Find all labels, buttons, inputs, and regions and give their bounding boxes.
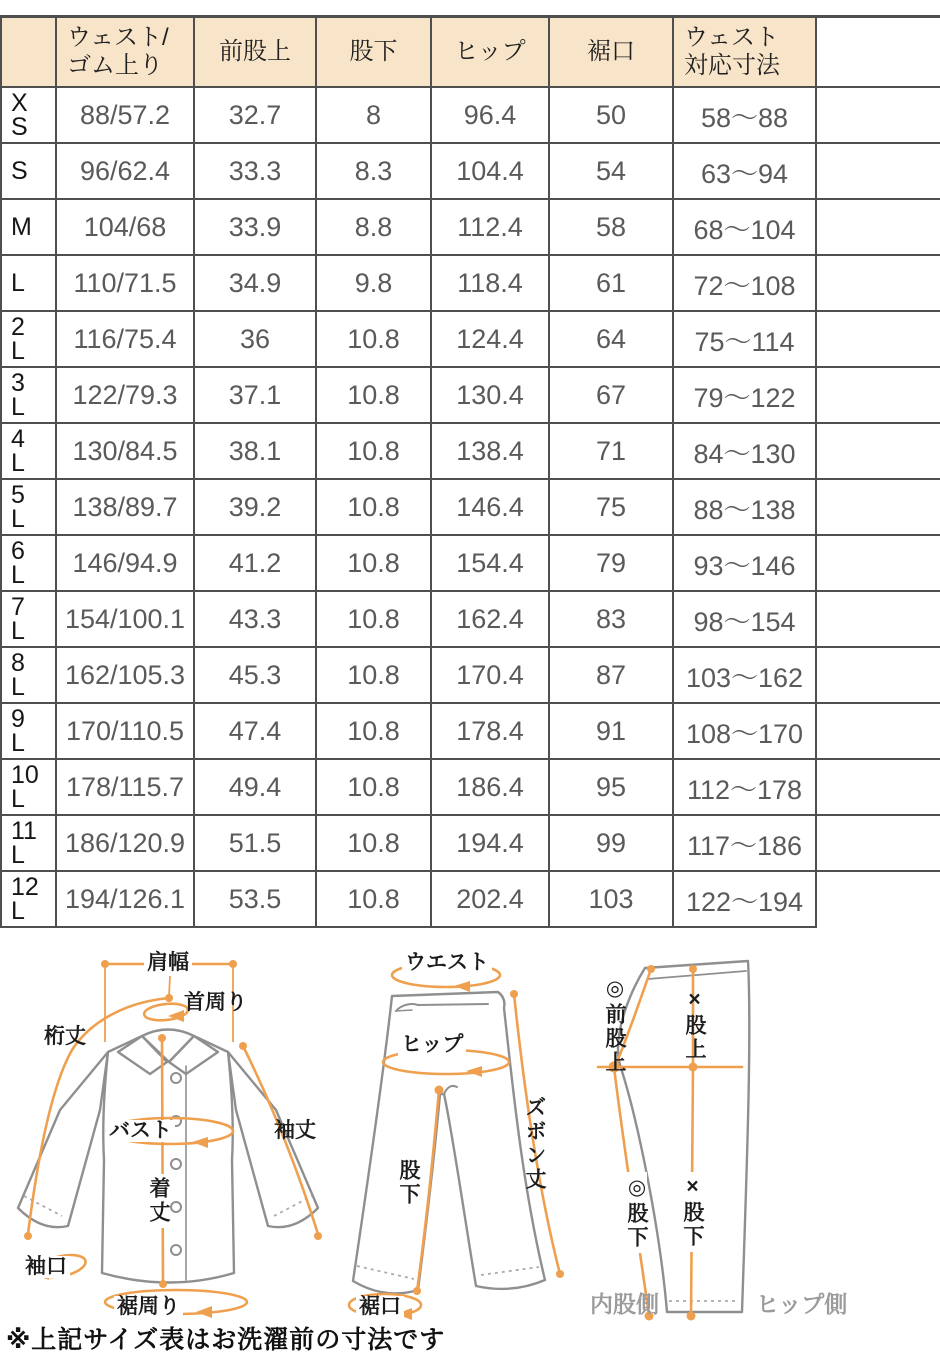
measurement-cell: 130/84.5 <box>56 423 194 479</box>
measurement-cell: 8.8 <box>316 199 431 255</box>
measurement-cell: 87 <box>549 647 673 703</box>
table-row <box>1 199 940 255</box>
measurement-cell: 122〜194 <box>673 871 816 927</box>
table-row <box>1 815 940 871</box>
measurement-cell: 96.4 <box>431 87 549 143</box>
measurement-cell: 72〜108 <box>673 255 816 311</box>
measurement-cell: 112〜178 <box>673 759 816 815</box>
table-row <box>1 367 940 423</box>
measurement-cell: 10.8 <box>316 815 431 871</box>
size-label: 2 L <box>1 311 56 367</box>
measurement-cell: 10.8 <box>316 591 431 647</box>
measurement-cell: 194.4 <box>431 815 549 871</box>
size-label: 6 L <box>1 535 56 591</box>
measurement-cell: 10.8 <box>316 871 431 927</box>
body-length-line <box>162 1038 163 1284</box>
size-table-body <box>1 87 940 927</box>
measurement-cell: 178/115.7 <box>56 759 194 815</box>
measurement-cell: 116/75.4 <box>56 311 194 367</box>
neck-girth-label: 首周り <box>184 991 247 1014</box>
inseam-inner-label: ◎股下 <box>626 1172 647 1253</box>
measurement-cell: 88/57.2 <box>56 87 194 143</box>
measurement-cell: 99 <box>549 815 673 871</box>
measurement-cell: 34.9 <box>194 255 316 311</box>
measurement-cell: 75 <box>549 479 673 535</box>
empty-cell <box>816 703 940 759</box>
empty-header-cell <box>816 17 940 88</box>
measurement-cell: 67 <box>549 367 673 423</box>
measurement-cell: 8.3 <box>316 143 431 199</box>
table-row <box>1 423 940 479</box>
bust-label: バスト <box>106 1120 175 1142</box>
measurement-cell: 50 <box>549 87 673 143</box>
measurement-cell: 32.7 <box>194 87 316 143</box>
measurement-cell: 186/120.9 <box>56 815 194 871</box>
measurement-cell: 36 <box>194 311 316 367</box>
column-header: 股下 <box>316 17 431 88</box>
measurement-cell: 49.4 <box>194 759 316 815</box>
measurement-cell: 98〜154 <box>673 591 816 647</box>
size-label: M <box>1 199 56 255</box>
size-label: L <box>1 255 56 311</box>
empty-cell <box>816 423 940 479</box>
measurement-cell: 33.3 <box>194 143 316 199</box>
table-row <box>1 591 940 647</box>
size-label: 12 L <box>1 871 56 927</box>
measurement-cell: 170/110.5 <box>56 703 194 759</box>
measurement-cell: 146/94.9 <box>56 535 194 591</box>
hem-girth-label: 裾周り <box>114 1296 183 1318</box>
size-label: 4 L <box>1 423 56 479</box>
measurement-cell: 10.8 <box>316 479 431 535</box>
measurement-cell: 170.4 <box>431 647 549 703</box>
measurement-cell: 146.4 <box>431 479 549 535</box>
measurement-cell: 64 <box>549 311 673 367</box>
measurement-cell: 194/126.1 <box>56 871 194 927</box>
measurement-cell: 38.1 <box>194 423 316 479</box>
inseam-label: 股下 <box>398 1156 419 1210</box>
column-header: ウェスト/ ゴム上り <box>56 17 194 88</box>
rise-label: ×股上 <box>683 988 706 1062</box>
pre-wash-note: ※上記サイズ表はお洗濯前の寸法です <box>6 1326 446 1354</box>
size-label: 10 L <box>1 759 56 815</box>
size-table <box>0 15 940 928</box>
waist-label: ウエスト <box>402 952 492 974</box>
measurement-cell: 10.8 <box>316 535 431 591</box>
measurement-cell: 124.4 <box>431 311 549 367</box>
button <box>171 1159 181 1169</box>
measurement-cell: 95 <box>549 759 673 815</box>
empty-cell <box>816 143 940 199</box>
measurement-cell: 122/79.3 <box>56 367 194 423</box>
pants-front-drawing <box>340 950 590 1350</box>
pants-front-diagram <box>340 950 590 1350</box>
table-row <box>1 703 940 759</box>
measurement-cell: 79〜122 <box>673 367 816 423</box>
measurement-cell: 138.4 <box>431 423 549 479</box>
measurement-cell: 103 <box>549 871 673 927</box>
table-row <box>1 479 940 535</box>
button <box>171 1245 181 1255</box>
measurement-cell: 84〜130 <box>673 423 816 479</box>
pants-side-diagram <box>590 950 940 1350</box>
measurement-cell: 41.2 <box>194 535 316 591</box>
measurement-cell: 10.8 <box>316 703 431 759</box>
size-label: 11 L <box>1 815 56 871</box>
corner-cell <box>1 17 56 88</box>
measurement-cell: 63〜94 <box>673 143 816 199</box>
empty-cell <box>816 815 940 871</box>
column-header: ウェスト 対応寸法 <box>673 17 816 88</box>
table-row <box>1 311 940 367</box>
measurement-cell: 61 <box>549 255 673 311</box>
table-row <box>1 871 940 927</box>
empty-cell <box>816 479 940 535</box>
measurement-cell: 37.1 <box>194 367 316 423</box>
measurement-cell: 10.8 <box>316 367 431 423</box>
inner-leg-side-label: 内股側 <box>590 1291 659 1317</box>
measurement-cell: 58 <box>549 199 673 255</box>
measurement-cell: 104/68 <box>56 199 194 255</box>
measurement-cell: 83 <box>549 591 673 647</box>
sleeve-length-label: 袖丈 <box>274 1119 316 1142</box>
measurement-cell: 58〜88 <box>673 87 816 143</box>
cuff-opening-label: 袖口 <box>22 1256 70 1278</box>
hip-side-label: ヒップ側 <box>756 1291 848 1317</box>
measurement-cell: 93〜146 <box>673 535 816 591</box>
measurement-cell: 88〜138 <box>673 479 816 535</box>
inseam-x-label: ×股下 <box>682 1172 703 1252</box>
measurement-cell: 43.3 <box>194 591 316 647</box>
measurement-cell: 110/71.5 <box>56 255 194 311</box>
measurement-cell: 138/89.7 <box>56 479 194 535</box>
measurement-cell: 154/100.1 <box>56 591 194 647</box>
body-length-label: 着丈 <box>148 1174 169 1228</box>
measurement-cell: 162.4 <box>431 591 549 647</box>
size-label: X S <box>1 87 56 143</box>
empty-cell <box>816 367 940 423</box>
measurement-cell: 79 <box>549 535 673 591</box>
table-row <box>1 255 940 311</box>
measurement-cell: 91 <box>549 703 673 759</box>
empty-cell <box>816 199 940 255</box>
button <box>171 1073 181 1083</box>
yuki-length-label: 桁丈 <box>44 1025 86 1048</box>
empty-cell <box>816 255 940 311</box>
measurement-cell: 154.4 <box>431 535 549 591</box>
measurement-cell: 71 <box>549 423 673 479</box>
measurement-cell: 47.4 <box>194 703 316 759</box>
measurement-cell: 68〜104 <box>673 199 816 255</box>
empty-cell <box>816 871 940 927</box>
size-label: 7 L <box>1 591 56 647</box>
measurement-cell: 96/62.4 <box>56 143 194 199</box>
measurement-cell: 112.4 <box>431 199 549 255</box>
measurement-cell: 118.4 <box>431 255 549 311</box>
column-header: 裾口 <box>549 17 673 88</box>
empty-cell <box>816 87 940 143</box>
measurement-cell: 108〜170 <box>673 703 816 759</box>
measurement-cell: 51.5 <box>194 815 316 871</box>
measurement-cell: 33.9 <box>194 199 316 255</box>
measurement-cell: 10.8 <box>316 759 431 815</box>
table-row <box>1 535 940 591</box>
button <box>171 1202 181 1212</box>
shoulder-width-label: 肩幅 <box>144 952 192 974</box>
measurement-cell: 202.4 <box>431 871 549 927</box>
pants-length-label: ズボン丈 <box>523 1096 546 1192</box>
front-rise-label: ◎前股上 <box>603 976 626 1075</box>
measurement-cell: 75〜114 <box>673 311 816 367</box>
measurement-cell: 8 <box>316 87 431 143</box>
size-label: 5 L <box>1 479 56 535</box>
table-row <box>1 143 940 199</box>
size-label: 8 L <box>1 647 56 703</box>
column-header: 前股上 <box>194 17 316 88</box>
hem-opening-label: 裾口 <box>356 1296 404 1318</box>
measurement-cell: 10.8 <box>316 311 431 367</box>
column-header: ヒップ <box>431 17 549 88</box>
size-table-header <box>1 17 940 88</box>
hip-label: ヒップ <box>398 1034 466 1056</box>
measurement-cell: 117〜186 <box>673 815 816 871</box>
measurement-cell: 53.5 <box>194 871 316 927</box>
measurement-cell: 10.8 <box>316 423 431 479</box>
measurement-cell: 130.4 <box>431 367 549 423</box>
measurement-cell: 54 <box>549 143 673 199</box>
measurement-cell: 162/105.3 <box>56 647 194 703</box>
table-row <box>1 647 940 703</box>
empty-cell <box>816 647 940 703</box>
measurement-cell: 39.2 <box>194 479 316 535</box>
shirt-body <box>102 1036 234 1283</box>
table-row <box>1 759 940 815</box>
measurement-cell: 186.4 <box>431 759 549 815</box>
empty-cell <box>816 311 940 367</box>
measurement-cell: 178.4 <box>431 703 549 759</box>
measurement-cell: 9.8 <box>316 255 431 311</box>
size-label: S <box>1 143 56 199</box>
pajama-top-drawing <box>0 950 340 1350</box>
measurement-cell: 45.3 <box>194 647 316 703</box>
size-label: 9 L <box>1 703 56 759</box>
measurement-cell: 10.8 <box>316 647 431 703</box>
measurement-cell: 104.4 <box>431 143 549 199</box>
table-row <box>1 87 940 143</box>
size-label: 3 L <box>1 367 56 423</box>
empty-cell <box>816 759 940 815</box>
empty-cell <box>816 591 940 647</box>
measurement-cell: 103〜162 <box>673 647 816 703</box>
pajama-top-diagram <box>0 950 340 1350</box>
empty-cell <box>816 535 940 591</box>
